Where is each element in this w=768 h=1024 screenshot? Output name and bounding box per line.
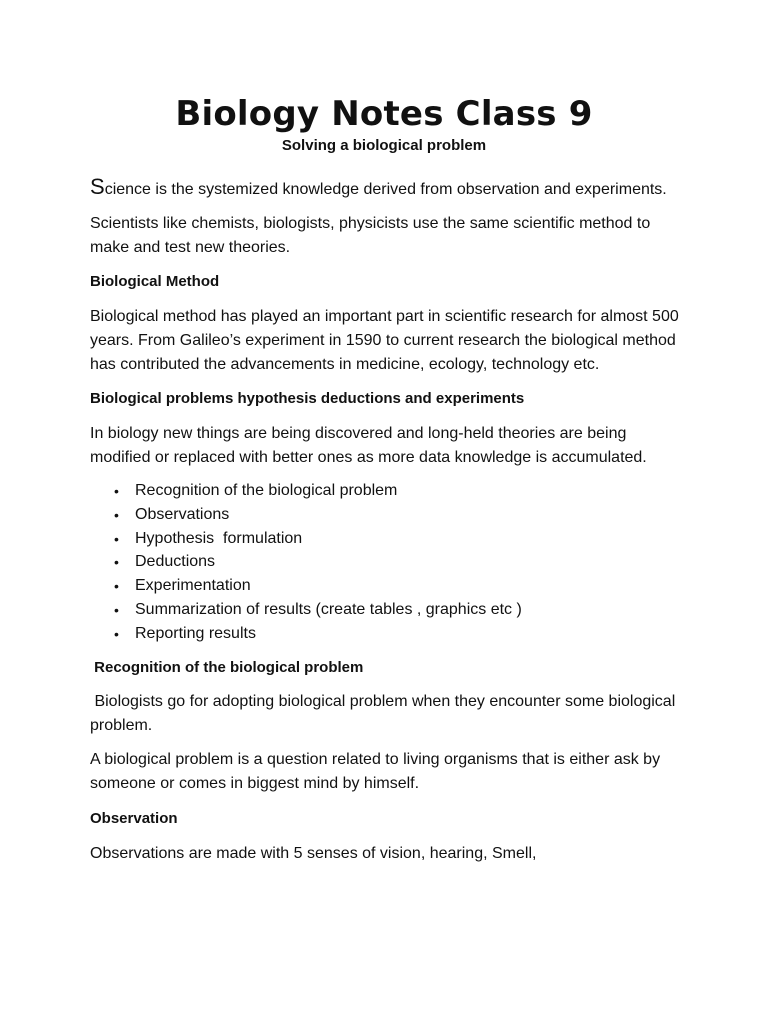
bullet-icon: • <box>114 625 119 642</box>
document-title: Biology Notes Class 9 <box>175 94 593 134</box>
method-paragraph: Biological method has played an important part in scientific research for almost 500 years. From Galileo’s experiment in 1590 to current research the biological method has contributed the advancements in medicine, ecology, technology etc. <box>90 308 679 373</box>
list-item <box>90 622 690 646</box>
bullet-icon: • <box>114 554 119 571</box>
list-item <box>90 527 690 551</box>
problems-paragraph: In biology new things are being discovered and long-held theories are being modified or replaced with better ones as more data knowledge is accumulated. <box>90 425 647 466</box>
steps-list <box>90 479 690 646</box>
list-item <box>90 550 690 574</box>
heading-biological-method: Biological Method <box>90 273 220 290</box>
list-item-text: Hypothesis formulation <box>135 529 303 547</box>
bullet-icon: • <box>114 530 119 547</box>
intro-paragraph <box>90 175 690 202</box>
list-item-text: Summarization of results (create tables , graphics etc ) <box>135 600 522 618</box>
recognition-paragraph-2: A biological problem is a question related to living organisms that is either ask by someone or comes in biggest mind by himself. <box>90 751 661 792</box>
heading-recognition: Recognition of the biological problem <box>90 659 364 676</box>
heading-biological-problems: Biological problems hypothesis deductions and experiments <box>90 390 525 407</box>
bullet-icon: • <box>114 506 119 523</box>
list-item <box>90 503 690 527</box>
bullet-icon: • <box>114 483 119 499</box>
list-item-text: Reporting results <box>135 624 256 642</box>
intro-text: cience is the systemized knowledge derived from observation and experiments. <box>104 181 667 198</box>
list-item-text: Experimentation <box>135 577 251 595</box>
list-item <box>90 598 690 622</box>
recognition-paragraph-1: Biologists go for adopting biological problem when they encounter some biological problem. <box>90 693 680 734</box>
list-item-text: Observations <box>135 505 230 523</box>
bullet-icon: • <box>114 578 119 595</box>
intro-dropcap: S <box>90 174 105 199</box>
list-item-text: Recognition of the biological problem <box>135 482 398 499</box>
list-item <box>90 574 690 598</box>
list-item <box>90 479 690 503</box>
scientists-paragraph: Scientists like chemists, biologists, physicists use the same scientific method to make and test new theories. <box>90 215 651 256</box>
observation-paragraph: Observations are made with 5 senses of vision, hearing, Smell, <box>90 845 537 862</box>
bullet-icon: • <box>114 601 119 618</box>
list-item-text: Deductions <box>135 553 216 571</box>
document-subtitle: Solving a biological problem <box>281 137 487 154</box>
heading-observation: Observation <box>90 810 178 827</box>
